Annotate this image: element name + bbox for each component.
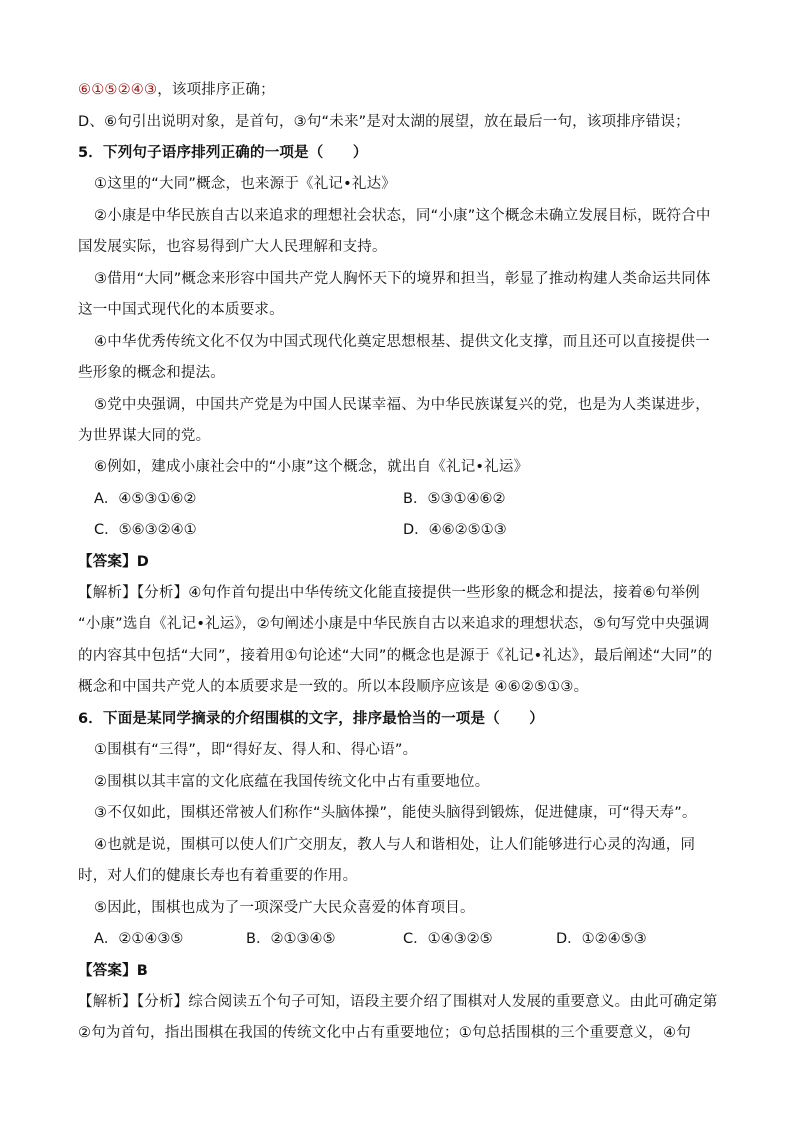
q5-option-b: B．⑤③①④⑥② bbox=[403, 491, 506, 507]
q6-option-c: C．①④③②⑤ bbox=[403, 931, 493, 947]
text-line: 些形象的概念和提法。 bbox=[78, 365, 225, 381]
analysis-line: 的内容其中包括“大同”，接着用①句论述“大同”的概念也是源于《礼记•礼达》，最后阐述“大同”的 bbox=[78, 648, 713, 664]
text-line: ⑥①⑤②④③，该项排序正确； bbox=[78, 82, 275, 98]
question-5-stem: 5．下列句子语序排列正确的一项是（ ） bbox=[78, 145, 368, 161]
analysis-line: 【解析】【分析】综合阅读五个句子可知，语段主要介绍了围棋对人发展的重要意义。由此可确定第 bbox=[78, 994, 718, 1010]
answer-6: 【答案】B bbox=[78, 963, 149, 979]
q5-option-c: C．⑤⑥③②④① bbox=[94, 522, 197, 538]
q5-option-a: A．④⑤③①⑥② bbox=[94, 491, 197, 507]
text-line: D、⑥句引出说明对象，是首句，③句“未来”是对太湖的展望，放在最后一句，该项排序错误； bbox=[78, 114, 690, 130]
answer-order: ⑥①⑤②④③ bbox=[78, 82, 158, 98]
sentence-3: ③借用“大同”概念来形容中国共产党人胸怀天下的境界和担当，彰显了推动构建人类命运共同体 bbox=[94, 271, 711, 287]
analysis-line: ②句为首句，指出围棋在我国的传统文化中占有重要地位；①句总括围棋的三个重要意义，④句 bbox=[78, 1025, 691, 1041]
q6-option-b: B．②①③④⑤ bbox=[246, 931, 336, 947]
q6-option-d: D．①②④⑤③ bbox=[556, 931, 647, 947]
sentence-1: ①围棋有“三得”，即“得好友、得人和、得心语”。 bbox=[94, 742, 418, 758]
sentence-1: ①这里的“大同”概念，也来源于《礼记•礼达》 bbox=[94, 176, 396, 192]
text-line: 这一中国式现代化的本质要求。 bbox=[78, 302, 284, 318]
answer-5: 【答案】D bbox=[78, 554, 150, 570]
question-6-stem: 6．下面是某同学摘录的介绍围棋的文字，排序最恰当的一项是（ ） bbox=[78, 711, 544, 727]
sentence-5: ⑤党中央强调，中国共产党是为中国人民谋幸福、为中华民族谋复兴的党，也是为人类谋进步， bbox=[94, 397, 710, 413]
sentence-6: ⑥例如，建成小康社会中的“小康”这个概念，就出自《礼记•礼运》 bbox=[94, 459, 529, 475]
sentence-4: ④中华优秀传统文化不仅为中国式现代化奠定思想根基、提供文化支撑，而且还可以直接提供一 bbox=[94, 334, 710, 350]
text-line: 国发展实际，也容易得到广大人民理解和支持。 bbox=[78, 239, 387, 255]
text-line: 为世界谋大同的党。 bbox=[78, 428, 211, 444]
analysis-line: 概念和中国共产党人的本质要求是一致的。所以本段顺序应该是 ④⑥②⑤①③。 bbox=[78, 679, 589, 695]
text-line: 时，对人们的健康长寿也有着重要的作用。 bbox=[78, 868, 358, 884]
q5-option-d: D．④⑥②⑤①③ bbox=[403, 522, 507, 538]
sentence-3: ③不仅如此，围棋还常被人们称作“头脑体操”，能使头脑得到锻炼，促进健康，可“得天寿”。 bbox=[94, 805, 697, 821]
sentence-2: ②围棋以其丰富的文化底蕴在我国传统文化中占有重要地位。 bbox=[94, 774, 490, 790]
q6-option-a: A．②①④③⑤ bbox=[94, 931, 184, 947]
sentence-5: ⑤因此，围棋也成为了一项深受广大民众喜爱的体育项目。 bbox=[94, 900, 475, 916]
sentence-2: ②小康是中华民族自古以来追求的理想社会状态，同“小康”这个概念未确立发展目标，既符合中 bbox=[94, 208, 711, 224]
analysis-line: 【解析】【分析】④句作首句提出中华传统文化能直接提供一些形象的概念和提法，接着⑥句举例 bbox=[78, 585, 700, 601]
analysis-line: “小康”选自《礼记•礼运》，②句阐述小康是中华民族自古以来追求的理想状态，⑤句写党中央强调 bbox=[78, 616, 710, 632]
sentence-4: ④也就是说，围棋可以使人们广交朋友，教人与人和谐相处，让人们能够进行心灵的沟通，同 bbox=[94, 837, 696, 853]
